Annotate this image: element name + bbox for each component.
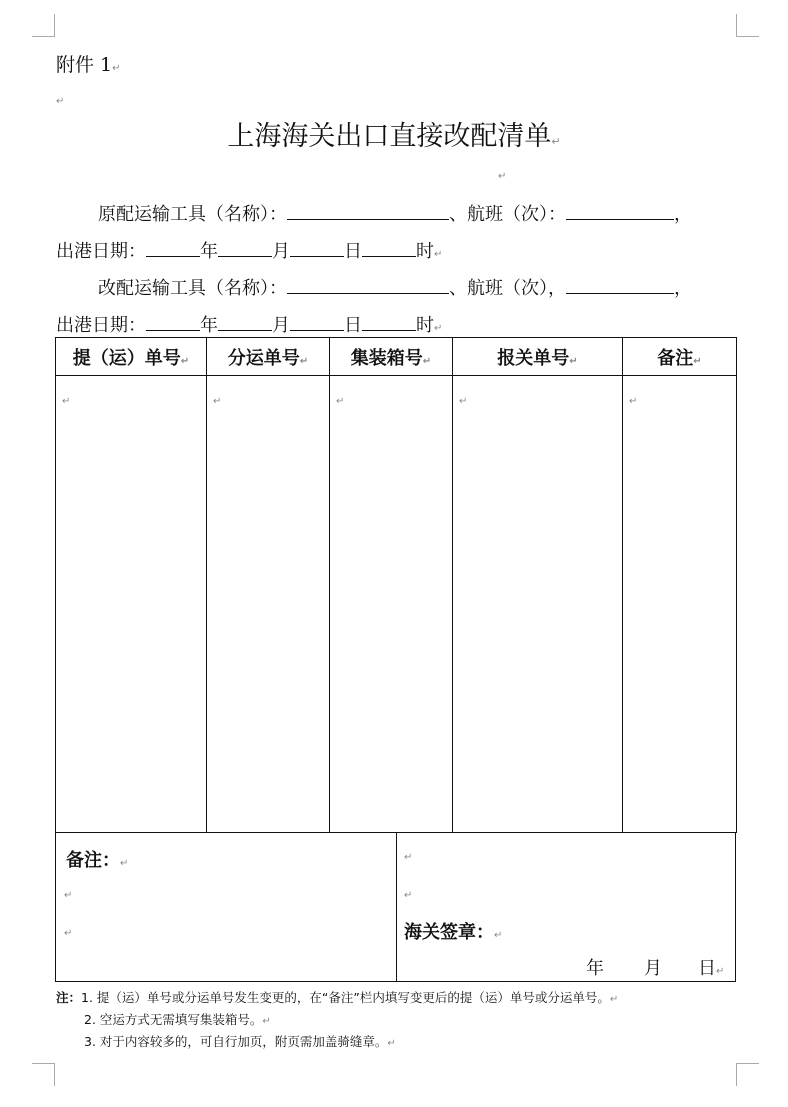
departure-date-label: 出港日期： bbox=[56, 315, 146, 336]
cell-remarks[interactable]: ↵ bbox=[623, 376, 737, 833]
section-divider bbox=[396, 832, 397, 981]
customs-seal-area[interactable]: 海关签章：↵ bbox=[404, 922, 503, 943]
day-blank[interactable] bbox=[290, 240, 344, 257]
new-departure-line: 出港日期： 年 月 日 时↵ bbox=[56, 315, 443, 336]
column-header-container-number: 集装箱号↵ bbox=[330, 338, 453, 376]
attachment-label: 附件 1↵ bbox=[56, 54, 121, 76]
new-flight-label: 、航班（次）， bbox=[449, 278, 566, 299]
note-2: 2. 空运方式无需填写集装箱号。↵ bbox=[84, 1012, 271, 1027]
month-blank[interactable] bbox=[218, 240, 272, 257]
comma: ， bbox=[674, 204, 692, 225]
hour-blank[interactable] bbox=[362, 314, 416, 331]
original-departure-line: 出港日期： 年 月 日 时↵ bbox=[56, 241, 443, 262]
column-header-bill-number: 提（运）单号↵ bbox=[56, 338, 207, 376]
table-header-row bbox=[56, 338, 737, 376]
signature-section bbox=[55, 832, 736, 982]
crop-mark-top-left bbox=[32, 14, 55, 37]
remarks-area[interactable]: 备注：↵ bbox=[66, 850, 129, 871]
seal-date-day: 日 bbox=[698, 958, 716, 979]
year-label: 年 bbox=[200, 315, 218, 336]
paragraph-mark: ↵ bbox=[64, 928, 73, 939]
crop-mark-bottom-right bbox=[736, 1063, 759, 1086]
cell-declaration-number[interactable]: ↵ bbox=[453, 376, 623, 833]
original-vehicle-line bbox=[98, 200, 692, 226]
attachment-text: 附件 1 bbox=[56, 54, 113, 76]
day-label: 日 bbox=[344, 315, 362, 336]
year-blank[interactable] bbox=[146, 240, 200, 257]
new-vehicle-label: 改配运输工具（名称）： bbox=[98, 278, 287, 299]
notes-prefix: 注： bbox=[56, 990, 82, 1005]
paragraph-mark: ↵ bbox=[498, 171, 507, 182]
month-blank[interactable] bbox=[218, 314, 272, 331]
seal-date-month: 月 bbox=[644, 958, 662, 979]
seal-date: 年 月 日↵ bbox=[586, 958, 725, 979]
year-blank[interactable] bbox=[146, 314, 200, 331]
page-title-text: 上海海关出口直接改配清单 bbox=[227, 121, 552, 152]
day-label: 日 bbox=[344, 241, 362, 262]
note-text: 2. 空运方式无需填写集装箱号。 bbox=[84, 1012, 263, 1027]
hour-label: 时 bbox=[416, 315, 434, 336]
paragraph-mark: ↵ bbox=[56, 96, 65, 107]
original-flight-label: 、航班（次）： bbox=[449, 204, 566, 225]
year-label: 年 bbox=[200, 241, 218, 262]
column-header-remarks: 备注↵ bbox=[623, 338, 737, 376]
original-flight-blank[interactable] bbox=[566, 203, 674, 220]
paragraph-mark: ↵ bbox=[404, 890, 413, 901]
note-3: 3. 对于内容较多的，可自行加页，附页需加盖骑缝章。↵ bbox=[84, 1034, 396, 1049]
new-flight-blank[interactable] bbox=[566, 277, 674, 294]
original-vehicle-label: 原配运输工具（名称）： bbox=[98, 204, 287, 225]
original-vehicle-blank[interactable] bbox=[287, 203, 449, 220]
paragraph-mark: ↵ bbox=[64, 890, 73, 901]
customs-seal-label: 海关签章： bbox=[404, 922, 494, 943]
note-1: 注：1. 提（运）单号或分运单号发生变更的，在“备注”栏内填写变更后的提（运）单号或分运单号。↵ bbox=[56, 990, 619, 1005]
table-row bbox=[56, 376, 737, 833]
crop-mark-top-right bbox=[736, 14, 759, 37]
seal-date-year: 年 bbox=[586, 958, 604, 979]
cell-bill-number[interactable]: ↵ bbox=[56, 376, 207, 833]
month-label: 月 bbox=[272, 315, 290, 336]
column-header-sub-bill-number: 分运单号↵ bbox=[207, 338, 330, 376]
hour-blank[interactable] bbox=[362, 240, 416, 257]
month-label: 月 bbox=[272, 241, 290, 262]
paragraph-mark: ↵ bbox=[404, 852, 413, 863]
cell-container-number[interactable]: ↵ bbox=[330, 376, 453, 833]
departure-date-label: 出港日期： bbox=[56, 241, 146, 262]
manifest-table bbox=[55, 337, 737, 833]
remarks-label: 备注： bbox=[66, 850, 120, 871]
column-header-declaration-number: 报关单号↵ bbox=[453, 338, 623, 376]
page-title: 上海海关出口直接改配清单↵ bbox=[227, 121, 561, 152]
note-text: 1. 提（运）单号或分运单号发生变更的，在“备注”栏内填写变更后的提（运）单号或分运单号。 bbox=[81, 990, 610, 1005]
comma: ， bbox=[674, 278, 692, 299]
hour-label: 时 bbox=[416, 241, 434, 262]
day-blank[interactable] bbox=[290, 314, 344, 331]
note-text: 3. 对于内容较多的，可自行加页，附页需加盖骑缝章。 bbox=[84, 1034, 388, 1049]
crop-mark-bottom-left bbox=[32, 1063, 55, 1086]
new-vehicle-blank[interactable] bbox=[287, 277, 449, 294]
cell-sub-bill-number[interactable]: ↵ bbox=[207, 376, 330, 833]
new-vehicle-line bbox=[98, 274, 692, 300]
